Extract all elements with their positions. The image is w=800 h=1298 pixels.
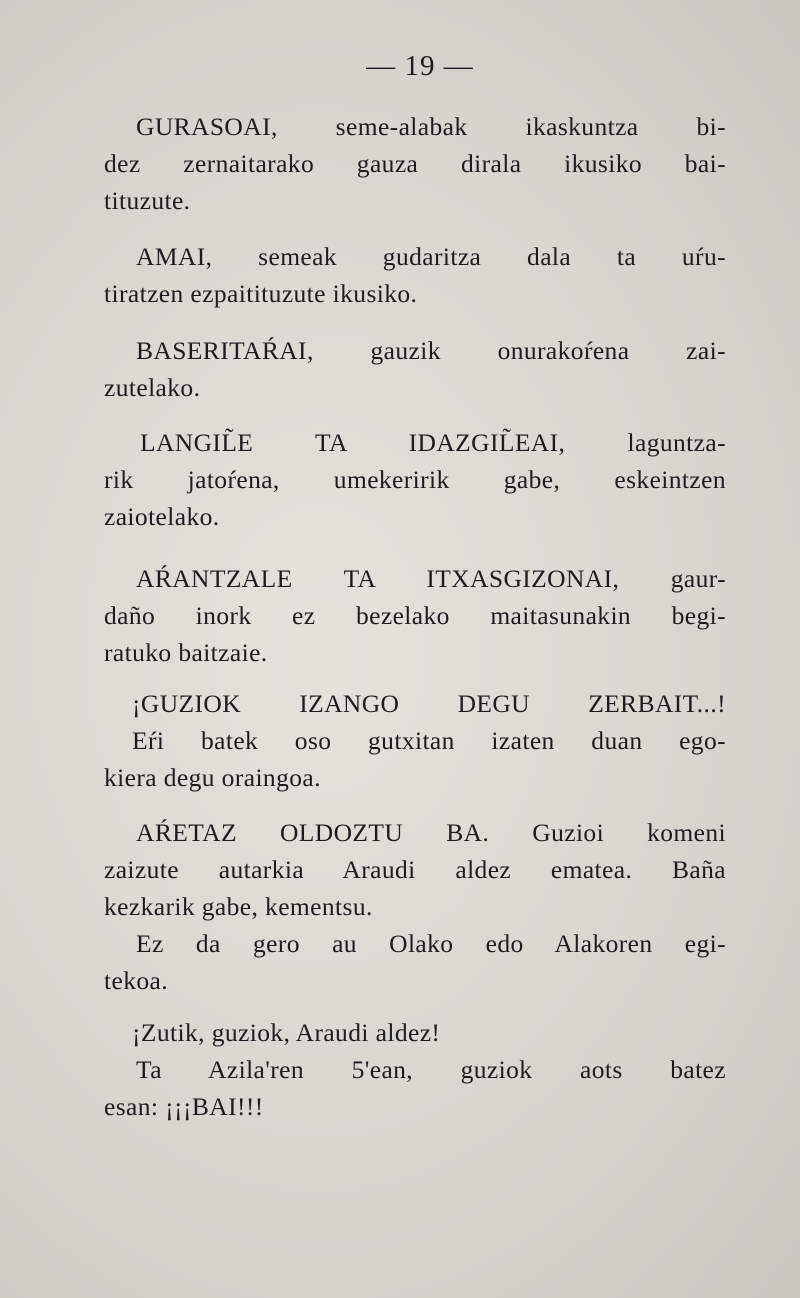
text-line: AMAI, semeak gudaritza dala ta uŕu- bbox=[136, 242, 726, 271]
text-line: daño inork ez bezelako maitasunakin begi- bbox=[104, 601, 726, 630]
text-line: Eŕi batek oso gutxitan izaten duan ego- bbox=[132, 726, 726, 755]
text-line: esan: ¡¡¡BAI!!! bbox=[104, 1092, 264, 1121]
text-line: zaizute autarkia Araudi aldez ematea. Baña bbox=[104, 855, 726, 884]
text-line: GURASOAI, seme-alabak ikaskuntza bi- bbox=[136, 112, 726, 141]
paragraph-arantzale bbox=[104, 560, 726, 671]
text-line: zaiotelako. bbox=[104, 502, 220, 531]
text-line: Ez da gero au Olako edo Alakoren egi- bbox=[136, 929, 726, 958]
text-line: tiratzen ezpaitituzute ikusiko. bbox=[104, 279, 418, 308]
text-line: ¡Zutik, guziok, Araudi aldez! bbox=[132, 1018, 441, 1047]
paragraph-langile bbox=[104, 424, 726, 535]
paragraph-guziok-izango bbox=[104, 685, 726, 796]
text-line: kezkarik gabe, kementsu. bbox=[104, 892, 373, 921]
paragraph-baseritarai bbox=[104, 332, 726, 406]
text-line: rik jatoŕena, umekeririk gabe, eskeintzen bbox=[104, 465, 726, 494]
paragraph-aretaz bbox=[104, 814, 726, 999]
text-line: tituzute. bbox=[104, 186, 191, 215]
paragraph-amai bbox=[104, 238, 726, 312]
paragraph-gurasoai bbox=[104, 108, 726, 219]
paragraph-zutik bbox=[104, 1014, 726, 1125]
text-line: AŔETAZ OLDOZTU BA. Guzioi komeni bbox=[136, 818, 726, 847]
text-line: LANGIL̃E TA IDAZGIL̃EAI, laguntza- bbox=[140, 428, 726, 457]
page-number: — 19 — bbox=[366, 50, 474, 82]
text-line: Ta Azila'ren 5'ean, guziok aots batez bbox=[136, 1055, 726, 1084]
text-line: kiera degu oraingoa. bbox=[104, 763, 321, 792]
text-line: BASERITAŔAI, gauzik onurakoŕena zai- bbox=[136, 336, 726, 365]
text-line: ¡GUZIOK IZANGO DEGU ZERBAIT...! bbox=[132, 689, 726, 718]
text-line: dez zernaitarako gauza dirala ikusiko bai- bbox=[104, 149, 726, 178]
text-line: zutelako. bbox=[104, 373, 201, 402]
text-line: tekoa. bbox=[104, 966, 168, 995]
text-line: AŔANTZALE TA ITXASGIZONAI, gaur- bbox=[136, 564, 726, 593]
text-line: ratuko baitzaie. bbox=[104, 638, 268, 667]
